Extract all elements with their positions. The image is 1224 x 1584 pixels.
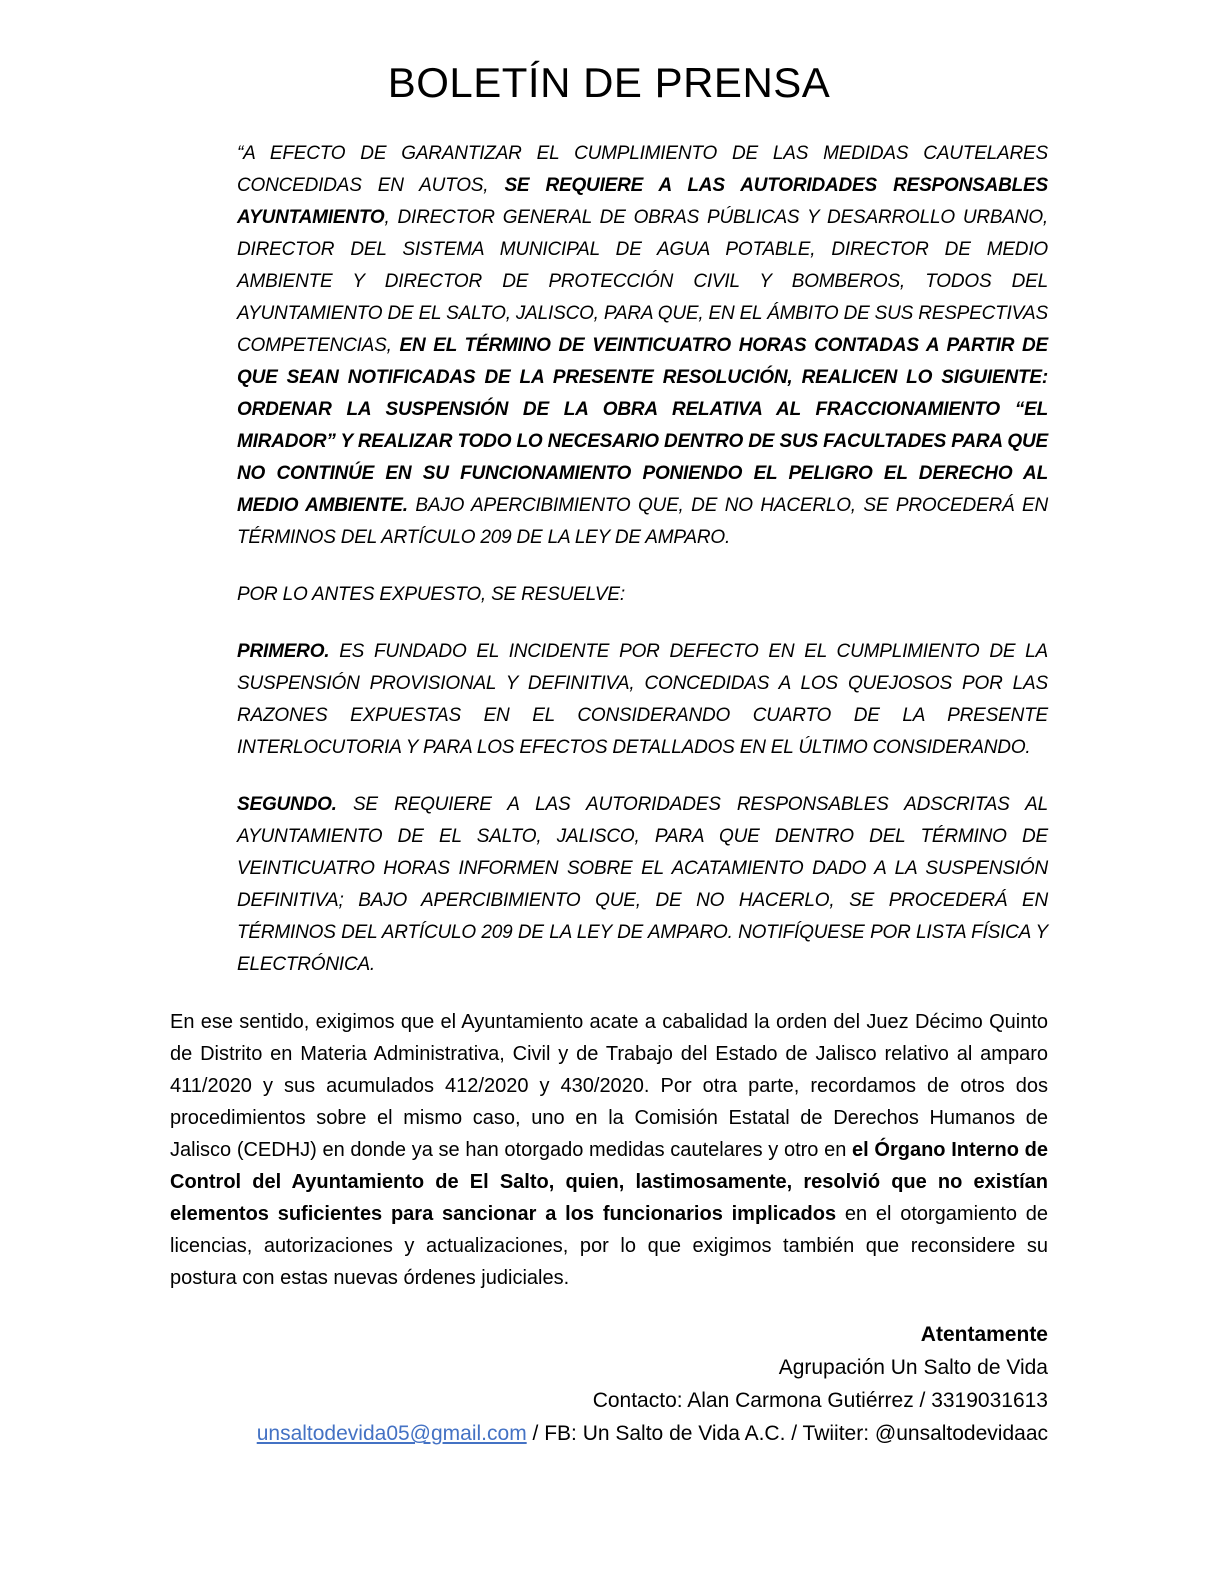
text-run: en el otorgamiento de licencias, autorizaciones y actualizaciones, por lo que exigimos también que reconsidere su postura con estas nuevas órdenes judiciales.	[170, 1203, 1048, 1290]
email-link[interactable]: unsaltodevida05@gmail.com	[256, 1422, 527, 1446]
court-resolution-quote-block	[237, 138, 1048, 981]
text-run-bold: EN EL TÉRMINO DE VEINTICUATRO HORAS CONTADAS A PARTIR DE QUE SEAN NOTIFICADAS DE LA PRESENTE RESOLUCIÓN, REALICEN LO SIGUIENTE: ORDENAR LA SUSPENSIÓN DE LA OBRA RELATIVA AL FRACCIONAMIENTO “EL MIRADOR” Y REALIZAR TODO LO NECESARIO DENTRO DE SUS FACULTADES PARA QUE NO CONTINÚE EN SU FUNCIONAMIENTO PONIENDO EL PELIGRO EL DERECHO AL MEDIO AMBIENTE.	[237, 335, 1048, 517]
text-run-bold: PRIMERO.	[237, 641, 330, 663]
quote-paragraph-requirement	[237, 138, 1048, 554]
quote-paragraph-resolution-intro	[237, 579, 1048, 611]
signature-contact: Contacto: Alan Carmona Gutiérrez / 3319031613	[592, 1389, 1048, 1413]
text-run: ES FUNDADO EL INCIDENTE POR DEFECTO EN EL CUMPLIMIENTO DE LA SUSPENSIÓN PROVISIONAL Y DEFINITIVA, CONCEDIDAS A LOS QUEJOSOS POR LAS RAZONES EXPUESTAS EN EL CONSIDERANDO CUARTO DE LA PRESENTE INTERLOCUTORIA Y PARA LOS EFECTOS DETALLADOS EN EL ÚLTIMO CONSIDERANDO.	[237, 641, 1048, 759]
text-run-bold: el Órgano Interno de Control del Ayuntamiento de El Salto, quien, lastimosamente, resolvió que no existían elementos suficientes para sancionar a los funcionarios implicados	[170, 1139, 1049, 1226]
quote-paragraph-segundo	[237, 789, 1048, 981]
signature-block	[170, 1318, 1048, 1450]
text-run: SE REQUIERE A LAS AUTORIDADES RESPONSABLES ADSCRITAS AL AYUNTAMIENTO DE EL SALTO, JALISCO, PARA QUE DENTRO DEL TÉRMINO DE VEINTICUATRO HORAS INFORMEN SOBRE EL ACATAMIENTO DADO A LA SUSPENSIÓN DEFINITIVA; BAJO APERCIBIMIENTO QUE, DE NO HACERLO, SE PROCEDERÁ EN TÉRMINOS DEL ARTÍCULO 209 DE LA LEY DE AMPARO. NOTIFÍQUESE POR LISTA FÍSICA Y ELECTRÓNICA.	[237, 794, 1048, 976]
document-title: BOLETÍN DE PRENSA	[387, 59, 831, 106]
text-run: POR LO ANTES EXPUESTO, SE RESUELVE:	[237, 584, 625, 606]
text-run: , DIRECTOR GENERAL DE OBRAS PÚBLICAS Y DESARROLLO URBANO, DIRECTOR DEL SISTEMA MUNICIPAL DE AGUA POTABLE, DIRECTOR DE MEDIO AMBIENTE Y DIRECTOR DE PROTECCIÓN CIVIL Y BOMBEROS, TODOS DEL AYUNTAMIENTO DE EL SALTO, JALISCO, PARA QUE, EN EL ÁMBITO DE SUS RESPECTIVAS COMPETENCIAS,	[237, 207, 1048, 357]
text-run: BAJO APERCIBIMIENTO QUE, DE NO HACERLO, SE PROCEDERÁ EN TÉRMINOS DEL ARTÍCULO 209 DE LA LEY DE AMPARO.	[237, 495, 1048, 549]
signature-links-line	[170, 1417, 1048, 1450]
signature-closing: Atentamente	[920, 1323, 1048, 1347]
quote-paragraph-primero	[237, 636, 1048, 764]
body-paragraph-demand	[170, 1006, 1048, 1294]
text-run: “A EFECTO DE GARANTIZAR EL CUMPLIMIENTO DE LAS MEDIDAS CAUTELARES CONCEDIDAS EN AUTOS,	[237, 143, 1048, 197]
text-run: En ese sentido, exigimos que el Ayuntamiento acate a cabalidad la orden del Juez Décimo Quinto de Distrito en Materia Administrativa, Civil y de Trabajo del Estado de Jalisco relativo al amparo 411/2020 y sus acumulados 412/2020 y 430/2020. Por otra parte, recordamos de otros dos procedimientos sobre el mismo caso, uno en la Comisión Estatal de Derechos Humanos de Jalisco (CEDHJ) en donde ya se han otorgado medidas cautelares y otro en	[170, 1011, 1048, 1162]
text-run-bold: SEGUNDO.	[237, 794, 337, 816]
signature-organization: Agrupación Un Salto de Vida	[778, 1356, 1048, 1380]
signature-social-handles: / FB: Un Salto de Vida A.C. / Twiiter: @unsaltodevidaac	[526, 1422, 1048, 1446]
text-run-bold: SE REQUIERE A LAS AUTORIDADES RESPONSABLES AYUNTAMIENTO	[237, 175, 1048, 229]
